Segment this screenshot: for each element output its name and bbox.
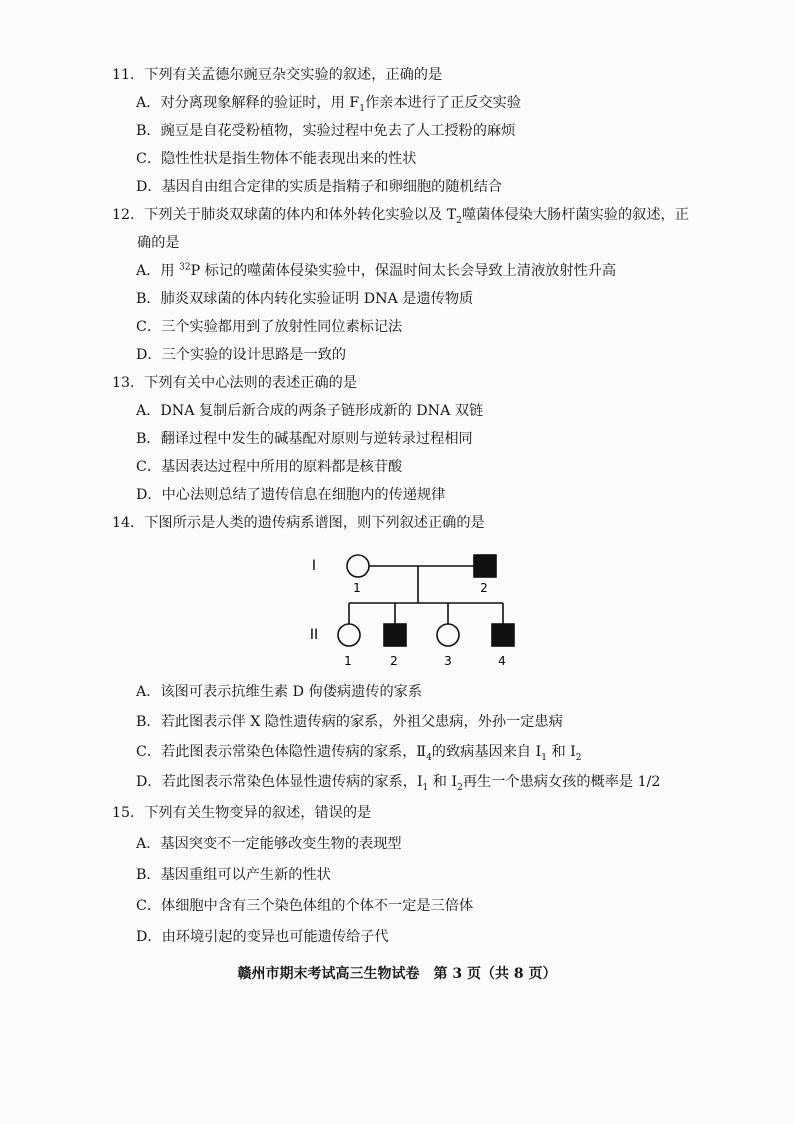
- q13-option-b: B．翻译过程中发生的碱基配对原则与逆转录过程相同: [136, 431, 473, 447]
- q13-option-c: C．基因表达过程中所用的原料都是核苷酸: [136, 459, 403, 475]
- q15-option-b: B．基因重组可以产生新的性状: [136, 867, 331, 883]
- q11-option-c: C．隐性性状是指生物体不能表现出来的性状: [136, 151, 417, 167]
- q13-option-a: A．DNA 复制后新合成的两条子链形成新的 DNA 双链: [136, 403, 484, 419]
- q14-option-d: D．若此图表示常染色体显性遗传病的家系，$I_1$ 和 $I_2$再生一个患病女孩的概率是 1/2: [136, 774, 661, 793]
- q13-stem: 13．下列有关中心法则的表述正确的是: [112, 375, 358, 391]
- page-footer: 赣州市期末考试高三生物试卷 第 3 页（共 8 页）: [237, 966, 557, 982]
- q15-option-c: C．体细胞中含有三个染色体组的个体不一定是三倍体: [136, 898, 474, 914]
- individual-ii4-number: 4: [498, 654, 506, 668]
- q14-stem: 14．下图所示是人类的遗传病系谱图，则下列叙述正确的是: [112, 515, 485, 531]
- q12-option-a: A．用 $^{32}$P 标记的噬菌体侵染实验中，保温时间太长会导致上清液放射性升高: [136, 262, 617, 279]
- individual-ii1-unaffected-female: [338, 624, 360, 646]
- q14-option-b: B．若此图表示伴 X 隐性遗传病的家系，外祖父患病，外孙一定患病: [136, 714, 563, 730]
- q12-option-b: B．肺炎双球菌的体内转化实验证明 DNA 是遗传物质: [136, 291, 474, 307]
- individual-i1-number: 1: [353, 581, 361, 595]
- q12-option-c: C．三个实验都用到了放射性同位素标记法: [136, 319, 403, 335]
- individual-i2-number: 2: [480, 581, 488, 595]
- q11-option-b: B．豌豆是自花受粉植物，实验过程中免去了人工授粉的麻烦: [136, 123, 516, 139]
- generation-i-label: I: [311, 558, 317, 574]
- q13-option-d: D．中心法则总结了遗传信息在细胞内的传递规律: [136, 487, 446, 503]
- pedigree-chart: [300, 546, 540, 676]
- individual-ii3-number: 3: [444, 654, 452, 668]
- q15-option-a: A．基因突变不一定能够改变生物的表现型: [136, 836, 402, 852]
- q11-option-d: D．基因自由组合定律的实质是指精子和卵细胞的随机结合: [136, 179, 503, 195]
- individual-i2-affected-male: [474, 555, 496, 577]
- individual-ii3-unaffected-female: [437, 624, 459, 646]
- q14-option-a: A．该图可表示抗维生素 D 佝偻病遗传的家系: [136, 684, 423, 700]
- individual-i1-unaffected-female: [347, 555, 369, 577]
- individual-ii2-number: 2: [390, 654, 398, 668]
- q11-stem: 11．下列有关孟德尔豌豆杂交实验的叙述，正确的是: [112, 67, 443, 83]
- q12-option-d: D．三个实验的设计思路是一致的: [136, 347, 347, 363]
- individual-ii2-affected-male: [384, 624, 406, 646]
- q12-stem: 12．下列关于肺炎双球菌的体内和体外转化实验以及 $T_2$噬菌体侵染大肠杆菌实验的叙述，正: [112, 207, 689, 226]
- q14-option-c: C．若此图表示常染色体隐性遗传病的家系，$Ⅱ_4$的致病基因来自 $I_1$ 和 $I_2$: [136, 744, 582, 763]
- q11-option-a: A．对分离现象解释的验证时，用 $F_1$作亲本进行了正反交实验: [136, 95, 522, 114]
- individual-ii4-affected-male: [492, 624, 514, 646]
- generation-ii-label: II: [309, 627, 319, 643]
- individual-ii1-number: 1: [344, 654, 352, 668]
- q15-stem: 15．下列有关生物变异的叙述，错误的是: [112, 805, 372, 821]
- q15-option-d: D．由环境引起的变异也可能遗传给子代: [136, 929, 389, 945]
- q12-stem-continued: 确的是: [137, 235, 180, 251]
